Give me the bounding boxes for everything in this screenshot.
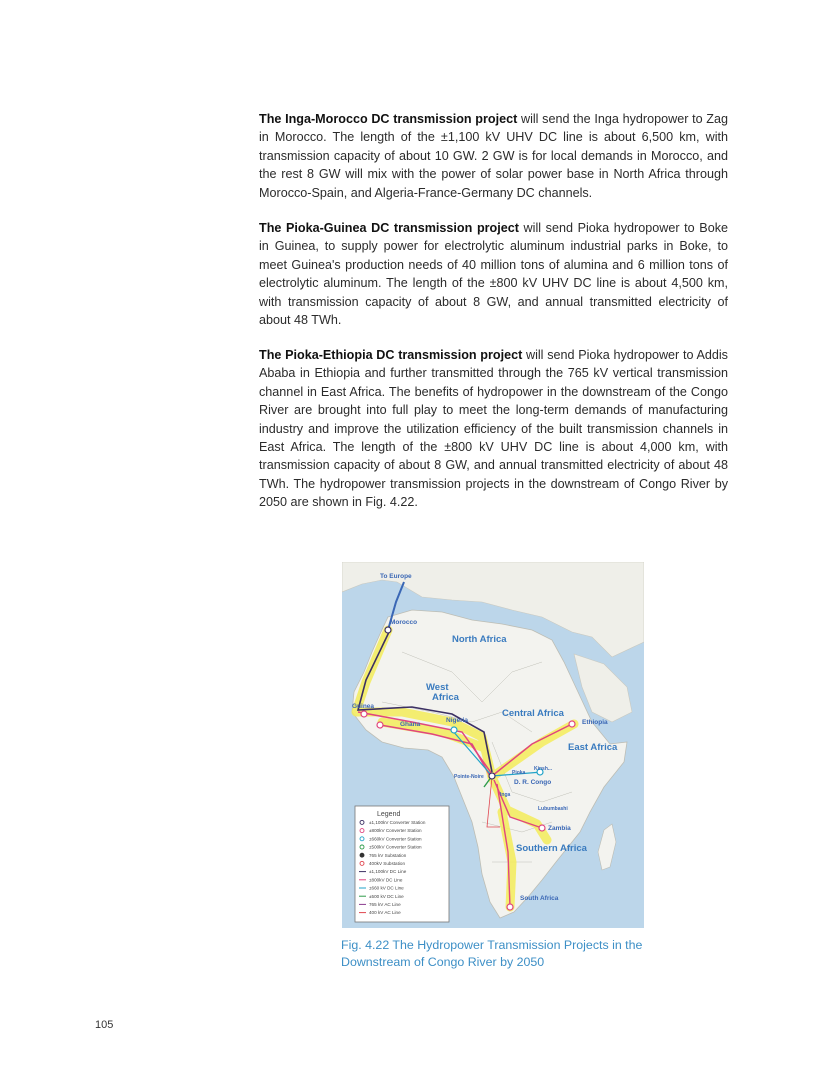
place-lubumbashi: Lubumbashi — [538, 806, 568, 812]
place-zambia: Zambia — [548, 825, 571, 832]
legend-item-label: ±500kV Converter Station — [369, 844, 422, 850]
map-canvas — [342, 562, 644, 928]
paragraph-pioka-ethiopia — [259, 346, 728, 512]
region-west-africa: West — [426, 682, 449, 693]
legend-swatch — [360, 861, 364, 865]
legend — [355, 806, 449, 922]
legend-item-label: ±660kV Converter Station — [369, 836, 422, 842]
legend-title: Legend — [377, 811, 401, 818]
legend-item-label: ±500 kV DC Line — [369, 893, 404, 899]
region-central-africa: Central Africa — [502, 708, 564, 719]
legend-swatch — [360, 829, 364, 833]
caption-line-2: Downstream of Congo River by 2050 — [341, 955, 545, 969]
legend-item-label: ±1,100kV Converter Station — [369, 820, 426, 825]
paragraph-lead: The Pioka-Guinea DC transmission project — [259, 221, 519, 235]
place-guinea: Guinea — [352, 703, 375, 710]
legend-item-label: ±800kV DC Line — [369, 877, 403, 883]
region-west-africa-2: Africa — [432, 692, 459, 703]
paragraph-lead: The Inga-Morocco DC transmission project — [259, 112, 518, 126]
page-number: 105 — [95, 1019, 114, 1031]
place-pioka: Pioka — [512, 770, 526, 776]
legend-item-label: ±800kV Converter Station — [369, 828, 422, 834]
place-pointe-noire: Pointe-Noire — [454, 774, 484, 780]
region-southern-africa: Southern Africa — [516, 843, 587, 854]
legend-item-label: 400 kV AC Line — [369, 910, 401, 916]
paragraph-body: will send Pioka hydropower to Addis Ababa in Ethiopia and further transmitted through the 765 kV vertical transmission channel in East Africa. The benefits of hydropower in the downstream of the Congo River are brought into full play to meet the long-term demands of manufacturing industry and improve the utilization efficiency of the built transmission channels in East Africa. The length of the ±800 kV UHV DC line is about 4,000 km, with transmission capacity of about 8 GW, and annual transmitted electricity of about 48 TWh. The hydropower transmission projects in the downstream of Congo River by 2050 are shown in Fig. 4.22. — [259, 348, 728, 510]
legend-swatch — [360, 853, 364, 857]
caption-line-1: Fig. 4.22 The Hydropower Transmission Projects in the — [341, 938, 643, 952]
legend-item-label: 400kV Substation — [369, 861, 406, 866]
place-nigeria: Nigeria — [446, 717, 469, 724]
place-ghana: Ghana — [400, 721, 421, 728]
legend-swatch — [360, 820, 364, 824]
place-south-africa: South Africa — [520, 895, 559, 902]
place-drc: D. R. Congo — [514, 779, 552, 786]
paragraph-inga-morocco — [259, 110, 728, 202]
paragraph-body: will send Pioka hydropower to Boke in Guinea, to supply power for electrolytic aluminum industrial parks in Boke, to meet Guinea's production needs of 40 million tons of alumina and 6 million tons of electrolytic aluminum. The length of the ±800 kV UHV DC line is about 4,500 km, with transmission capacity of about 8 GW, and annual transmitted electricity of about 48 TWh. — [259, 221, 728, 328]
place-ethiopia: Ethiopia — [582, 719, 608, 726]
region-east-africa: East Africa — [568, 742, 618, 753]
legend-swatch — [360, 845, 364, 849]
paragraph-lead: The Pioka-Ethiopia DC transmission project — [259, 348, 523, 362]
region-north-africa: North Africa — [452, 634, 507, 645]
paragraph-pioka-guinea — [259, 219, 728, 329]
place-morocco: Morocco — [390, 619, 418, 626]
legend-swatch — [360, 837, 364, 841]
legend-item-label: ±660 kV DC Line — [369, 885, 404, 891]
place-kinshasa: Kinsh... — [534, 766, 553, 772]
legend-item-label: ±1,100kV DC Line — [369, 869, 407, 875]
legend-item-label: 765 kV Substation — [369, 852, 407, 858]
paragraph-body: will send the Inga hydropower to Zag in Morocco. The length of the ±1,100 kV UHV DC line is about 6,500 km, with transmission capacity of about 10 GW. 2 GW is for local demands in Morocco, and the rest 8 GW will mix with the power of solar power base in North Africa through Morocco-Spain, and Algeria-France-Germany DC channels. — [259, 112, 728, 200]
africa-transmission-map — [342, 562, 644, 928]
legend-item-label: 765 kV AC Line — [369, 902, 401, 907]
place-inga: Inga — [500, 792, 511, 798]
place-to-europe: To Europe — [380, 573, 412, 580]
figure-caption — [341, 937, 661, 971]
